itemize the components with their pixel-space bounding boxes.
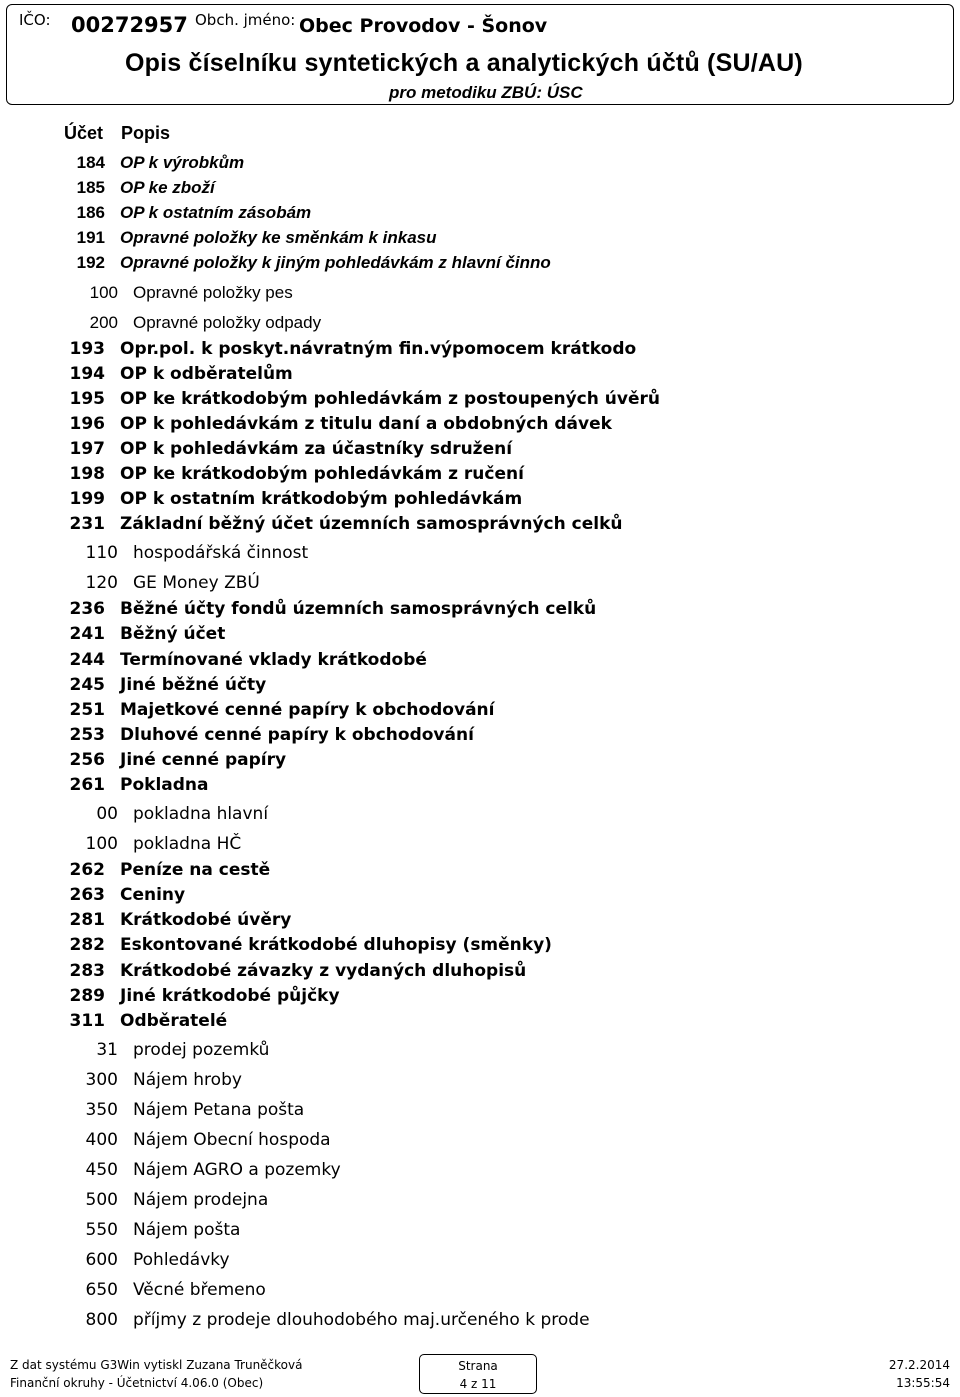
account-description: Eskontované krátkodobé dluhopisy (směnky) <box>120 935 552 956</box>
account-description: Jiné krátkodobé půjčky <box>120 985 340 1006</box>
account-row <box>0 514 960 540</box>
account-code: 300 <box>85 1069 118 1090</box>
account-description: Běžný účet <box>120 624 226 645</box>
account-code: 256 <box>69 749 105 770</box>
account-description: OP k ostatním zásobám <box>120 203 312 223</box>
account-code: 200 <box>89 312 118 332</box>
account-row <box>0 1250 960 1276</box>
account-description: Nájem hroby <box>133 1069 242 1090</box>
report-header <box>6 4 954 105</box>
account-row <box>0 860 960 886</box>
account-description: OP k pohledávkám za účastníky sdružení <box>120 438 513 459</box>
account-row <box>0 1011 960 1037</box>
account-code: 600 <box>85 1249 118 1270</box>
account-row <box>0 389 960 415</box>
account-row <box>0 1280 960 1306</box>
account-code: 100 <box>85 834 118 855</box>
account-description: OP ke krátkodobým pohledávkám z ručení <box>120 464 524 484</box>
account-row <box>0 986 960 1012</box>
report-title: Opis číselníku syntetických a analytických účtů (SU/AU) <box>125 49 803 77</box>
account-row <box>0 339 960 365</box>
account-code: 120 <box>85 573 118 594</box>
account-description: Opr.pol. k poskyt.návratným fin.výpomocem krátkodo <box>120 338 637 359</box>
account-description: OP k pohledávkám z titulu daní a obdobných dávek <box>120 413 612 434</box>
account-row <box>0 1130 960 1156</box>
account-code: 283 <box>69 960 105 981</box>
account-code: 241 <box>69 624 105 645</box>
account-row <box>0 203 960 229</box>
account-row <box>0 489 960 515</box>
account-description: Ceniny <box>120 885 186 906</box>
account-row <box>0 464 960 490</box>
account-description: prodej pozemků <box>133 1039 270 1060</box>
column-header-popis: Popis <box>121 123 171 143</box>
account-row <box>0 439 960 465</box>
account-code: 198 <box>69 464 105 484</box>
account-code: 185 <box>76 178 105 198</box>
account-code: 110 <box>85 543 118 564</box>
account-code: 450 <box>85 1159 118 1180</box>
account-description: Nájem Petana pošta <box>133 1099 305 1120</box>
account-row <box>0 414 960 440</box>
account-row <box>0 1070 960 1096</box>
page-label: Strana <box>458 1359 498 1373</box>
account-description: Základní běžný účet územních samosprávných celků <box>120 514 623 535</box>
account-description: Jiné běžné účty <box>120 674 267 695</box>
account-code: 350 <box>85 1099 118 1120</box>
account-row <box>0 804 960 830</box>
account-row <box>0 1310 960 1336</box>
account-row <box>0 364 960 390</box>
footer-time: 13:55:54 <box>896 1376 950 1390</box>
account-description: Peníze na cestě <box>120 860 271 881</box>
account-code: 282 <box>69 935 105 956</box>
account-description: Krátkodobé závazky z vydaných dluhopisů <box>120 960 527 981</box>
account-row <box>0 1190 960 1216</box>
report-subtitle: pro metodiku ZBÚ: ÚSC <box>389 83 583 102</box>
account-code: 251 <box>69 699 105 720</box>
account-row <box>0 624 960 650</box>
account-row <box>0 775 960 801</box>
account-description: Dluhové cenné papíry k obchodování <box>120 724 474 745</box>
account-code: 192 <box>76 253 105 273</box>
footer-module: Finanční okruhy - Účetnictví 4.06.0 (Obec) <box>10 1376 264 1390</box>
account-description: GE Money ZBÚ <box>133 573 260 594</box>
account-code: 196 <box>69 413 105 434</box>
account-description: Pohledávky <box>133 1249 230 1270</box>
account-code: 244 <box>69 649 105 670</box>
account-code: 311 <box>69 1010 105 1031</box>
page-number-box <box>419 1354 537 1394</box>
account-code: 800 <box>85 1309 118 1330</box>
account-description: OP k odběratelům <box>120 363 293 384</box>
account-row <box>0 935 960 961</box>
account-description: Běžné účty fondů územních samosprávných celků <box>120 599 597 620</box>
account-row <box>0 283 960 309</box>
account-description: pokladna HČ <box>133 834 242 855</box>
obch-jmeno-label: Obch. jméno: <box>195 11 296 29</box>
account-code: 261 <box>69 775 105 795</box>
account-code: 262 <box>69 860 105 881</box>
account-code: 100 <box>89 282 118 302</box>
account-row <box>0 573 960 599</box>
account-row <box>0 910 960 936</box>
account-description: OP ke krátkodobým pohledávkám z postoupených úvěrů <box>120 388 660 409</box>
account-description: Nájem pošta <box>133 1219 241 1240</box>
account-description: Opravné položky pes <box>133 282 293 302</box>
ico-value: 00272957 <box>71 13 188 37</box>
account-code: 500 <box>85 1189 118 1210</box>
account-row <box>0 1040 960 1066</box>
account-description: Věcné břemeno <box>133 1279 266 1300</box>
account-code: 289 <box>69 985 105 1006</box>
account-description: Krátkodobé úvěry <box>120 910 292 931</box>
account-row <box>0 1100 960 1126</box>
account-description: Pokladna <box>120 775 209 795</box>
account-row <box>0 543 960 569</box>
account-row <box>0 961 960 987</box>
account-row <box>0 725 960 751</box>
account-row <box>0 313 960 339</box>
ico-label: IČO: <box>19 11 51 29</box>
account-row <box>0 700 960 726</box>
account-row <box>0 834 960 860</box>
account-code: 263 <box>69 885 105 906</box>
account-description: Majetkové cenné papíry k obchodování <box>120 699 495 720</box>
account-code: 186 <box>76 203 105 223</box>
account-row <box>0 885 960 911</box>
account-code: 281 <box>69 910 105 931</box>
account-row <box>0 253 960 279</box>
account-description: Nájem Obecní hospoda <box>133 1129 331 1150</box>
account-code: 231 <box>69 514 105 535</box>
account-code: 184 <box>76 153 105 172</box>
account-description: OP ke zboží <box>120 178 215 198</box>
account-row <box>0 650 960 676</box>
account-code: 31 <box>96 1039 118 1060</box>
account-code: 400 <box>85 1129 118 1150</box>
obch-jmeno-value: Obec Provodov - Šonov <box>299 15 548 37</box>
account-row <box>0 1160 960 1186</box>
account-code: 191 <box>76 228 105 248</box>
page-number: 4 z 11 <box>459 1377 497 1391</box>
account-row <box>0 599 960 625</box>
account-description: hospodářská činnost <box>133 543 309 564</box>
account-description: Nájem AGRO a pozemky <box>133 1159 341 1180</box>
account-description: Opravné položky k jiným pohledávkám z hlavní činno <box>120 253 551 273</box>
account-description: příjmy z prodeje dlouhodobého maj.určeného k prode <box>133 1309 590 1330</box>
account-description: Opravné položky ke směnkám k inkasu <box>120 228 437 248</box>
account-code: 194 <box>69 363 105 384</box>
account-description: Termínované vklady krátkodobé <box>120 649 427 670</box>
account-description: OP k ostatním krátkodobým pohledávkám <box>120 489 523 510</box>
account-row <box>0 228 960 254</box>
account-row <box>0 675 960 701</box>
account-description: Odběratelé <box>120 1010 228 1031</box>
account-code: 550 <box>85 1219 118 1240</box>
account-description: Opravné položky odpady <box>133 312 322 332</box>
account-row <box>0 178 960 204</box>
account-code: 253 <box>69 724 105 745</box>
account-code: 236 <box>69 599 105 620</box>
account-code: 245 <box>69 674 105 695</box>
account-description: Nájem prodejna <box>133 1189 269 1210</box>
account-row <box>0 750 960 776</box>
account-code: 00 <box>96 804 118 825</box>
account-row <box>0 153 960 179</box>
account-description: pokladna hlavní <box>133 804 269 825</box>
account-code: 193 <box>69 338 105 359</box>
footer-date: 27.2.2014 <box>888 1358 950 1372</box>
account-row <box>0 1220 960 1246</box>
account-description: OP k výrobkům <box>120 153 245 172</box>
account-code: 650 <box>85 1279 118 1300</box>
account-code: 195 <box>69 388 105 409</box>
account-code: 199 <box>69 489 105 510</box>
account-description: Jiné cenné papíry <box>120 749 287 770</box>
column-header-ucet: Účet <box>64 123 104 143</box>
footer-printed-by: Z dat systému G3Win vytiskl Zuzana Truněčková <box>10 1358 303 1372</box>
page-footer <box>0 1350 960 1397</box>
account-code: 197 <box>69 438 105 459</box>
